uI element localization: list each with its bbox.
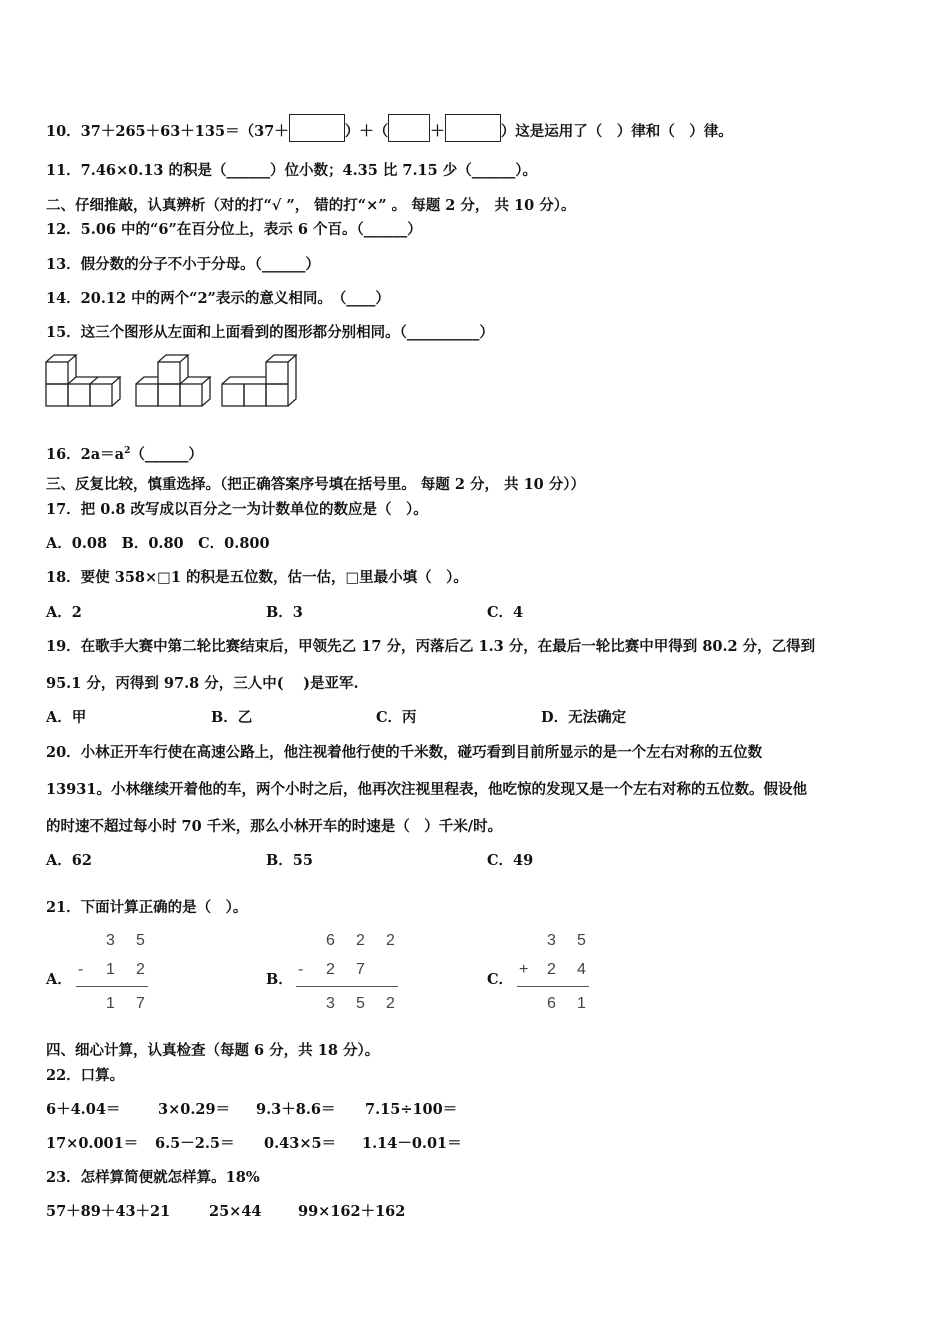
- answer-box[interactable]: [445, 114, 501, 142]
- digit: 2: [136, 961, 145, 978]
- section-3-heading: 三、反复比较，慎重选择。（把正确答案序号填在括号里。 每题 2 分， 共 10 分））: [46, 476, 586, 493]
- answer-box[interactable]: [388, 114, 430, 142]
- digit: 7: [356, 961, 365, 978]
- option-a[interactable]: A．甲: [46, 709, 87, 726]
- question-18: 18．要使 358×□1 的积是五位数，估一估，□里最小填（ ）。: [46, 569, 468, 586]
- option-b[interactable]: B．乙: [211, 709, 253, 726]
- question-14: 14．20.12 中的两个“2”表示的意义相同。 （____）: [46, 290, 390, 307]
- calc-item: 57＋89＋43＋21: [46, 1203, 171, 1220]
- digit: 5: [356, 995, 365, 1012]
- sum-line: [76, 986, 148, 987]
- calc-item: 6.5－2.5＝: [155, 1135, 235, 1152]
- sum-line: [517, 986, 589, 987]
- cube-figure-1: [46, 355, 120, 406]
- answer-box[interactable]: [289, 114, 345, 142]
- option-a[interactable]: A．2: [46, 604, 82, 621]
- digit: 5: [577, 932, 586, 949]
- digit: 7: [136, 995, 145, 1012]
- calc-item: 0.43×5＝: [264, 1135, 337, 1152]
- digit: 1: [106, 961, 115, 978]
- digit: 3: [326, 995, 335, 1012]
- digit: 5: [136, 932, 145, 949]
- option-a[interactable]: A．62: [46, 852, 92, 869]
- question-10: 10．37＋265＋63＋135＝（37＋ ）＋（ ＋ ）这是运用了（ ）律和（ ）律。: [46, 114, 733, 142]
- digit: 2: [356, 932, 365, 949]
- question-20-line-1: 20．小林正开车行使在高速公路上，他注视着他行使的千米数，碰巧看到目前所显示的是一个左右对称的五位数: [46, 744, 763, 761]
- calc-item: 9.3＋8.6＝: [256, 1101, 336, 1118]
- question-20-line-3: 的时速不超过每小时 70 千米，那么小林开车的时速是（ ）千米/时。: [46, 818, 503, 835]
- option-d[interactable]: D．无法确定: [541, 709, 627, 726]
- calc-item: 17×0.001＝: [46, 1135, 139, 1152]
- calc-item: 1.14－0.01＝: [362, 1135, 462, 1152]
- digit: 2: [326, 961, 335, 978]
- operator: +: [519, 961, 529, 978]
- question-17-options: A．0.08 B．0.80 C．0.800: [46, 535, 270, 552]
- question-23: 23．怎样算简便就怎样算。18%: [46, 1169, 260, 1186]
- question-13: 13．假分数的分子不小于分母。（______）: [46, 256, 320, 273]
- digit: 2: [386, 995, 395, 1012]
- digit: 2: [386, 932, 395, 949]
- section-4-heading: 四、细心计算，认真检查（每题 6 分，共 18 分）。: [46, 1042, 380, 1059]
- sum-line: [296, 986, 398, 987]
- digit: 3: [547, 932, 556, 949]
- question-21: 21．下面计算正确的是（ ）。: [46, 899, 248, 916]
- question-19-line-2: 95.1 分，丙得到 97.8 分，三人中( )是亚军.: [46, 675, 359, 692]
- section-2-heading: 二、仔细推敲，认真辨析（对的打“√ ”， 错的打“×” 。 每题 2 分， 共 10 分）。: [46, 197, 576, 214]
- option-b[interactable]: B．3: [266, 604, 303, 621]
- digit: 6: [547, 995, 556, 1012]
- operator: -: [298, 961, 304, 978]
- digit: 2: [547, 961, 556, 978]
- digit: 1: [577, 995, 586, 1012]
- option-c[interactable]: C．49: [487, 852, 534, 869]
- calc-item: 6＋4.04＝: [46, 1101, 121, 1118]
- cube-figures: [44, 352, 304, 412]
- question-15: 15．这三个图形从左面和上面看到的图形都分别相同。（__________）: [46, 324, 494, 341]
- digit: 6: [326, 932, 335, 949]
- option-a[interactable]: A．: [46, 971, 72, 988]
- option-c[interactable]: C．丙: [376, 709, 417, 726]
- calc-item: 3×0.29＝: [158, 1101, 231, 1118]
- question-12: 12．5.06 中的“6”在百分位上，表示 6 个百。（______）: [46, 221, 422, 238]
- question-16: 16．$2a=a^2(\_\_\_\_\_\_)$: [46, 445, 203, 463]
- cube-figure-2: [136, 355, 210, 406]
- digit: 4: [577, 961, 586, 978]
- option-b[interactable]: B．: [266, 971, 293, 988]
- calc-item: 7.15÷100＝: [365, 1101, 458, 1118]
- question-20-line-2: 13931。小林继续开着他的车，两个小时之后，他再次注视里程表，他吃惊的发现又是一个左右对称的五位数。假设他: [46, 781, 807, 798]
- question-19-line-1: 19．在歌手大赛中第二轮比赛结束后，甲领先乙 17 分，丙落后乙 1.3 分，在最后一轮比赛中甲得到 80.2 分，乙得到: [46, 638, 816, 655]
- digit: 3: [106, 932, 115, 949]
- question-11: 11．7.46×0.13 的积是（______）位小数；4.35 比 7.15 少（______）。: [46, 162, 538, 179]
- digit: 1: [106, 995, 115, 1012]
- question-22: 22．口算。: [46, 1067, 125, 1084]
- option-b[interactable]: B．55: [266, 852, 313, 869]
- calc-item: 99×162＋162: [298, 1203, 406, 1220]
- option-c[interactable]: C．: [487, 971, 514, 988]
- operator: -: [78, 961, 84, 978]
- cube-figure-3: [222, 355, 296, 406]
- option-c[interactable]: C．4: [487, 604, 524, 621]
- calc-item: 25×44: [209, 1203, 262, 1220]
- question-17: 17．把 0.8 改写成以百分之一为计数单位的数应是（ ）。: [46, 501, 428, 518]
